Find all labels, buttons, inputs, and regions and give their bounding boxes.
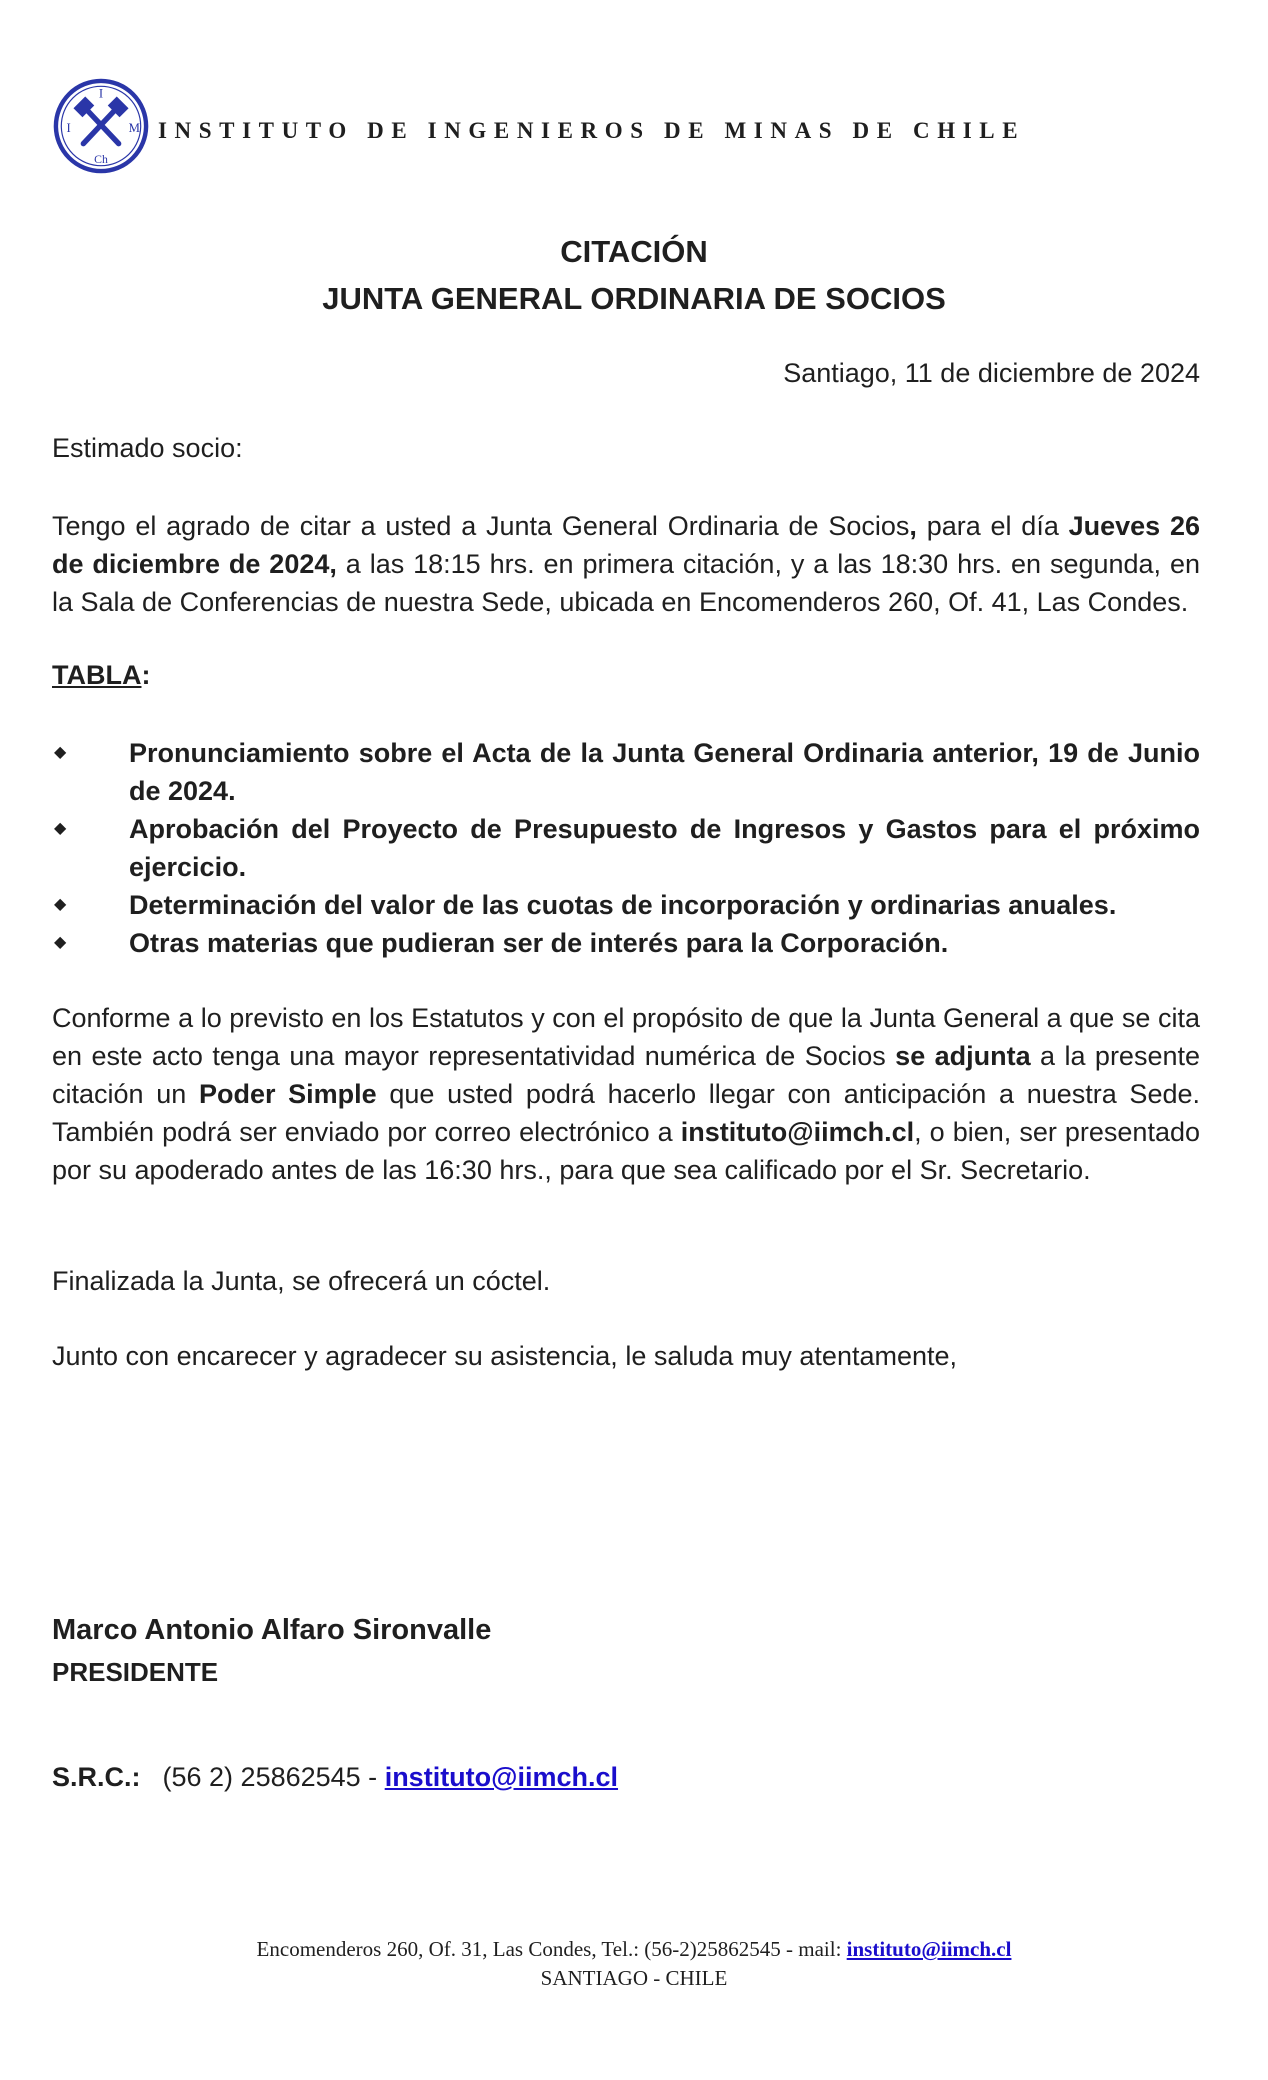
intro-text-1: Tengo el agrado de citar a usted a Junta General Ordinaria de Socios — [52, 511, 910, 541]
agenda-item-text: Aprobación del Proyecto de Presupuesto de Ingresos y Gastos para el próximo ejercicio. — [129, 814, 1200, 882]
footer-address: Encomenderos 260, Of. 31, Las Condes, Tel.: (56-2)25862545 - mail: — [256, 1937, 847, 1961]
footer-address-line — [0, 1935, 1268, 1964]
logo-letter-bottom: Ch — [94, 153, 108, 167]
meeting-date: Jueves 26 de diciembre de 2024, — [52, 511, 1201, 579]
title-line-2: JUNTA GENERAL ORDINARIA DE SOCIOS — [322, 281, 946, 316]
rsvp-phone: (56 2) 25862545 - — [162, 1762, 385, 1792]
footer-city: SANTIAGO - CHILE — [540, 1966, 728, 1990]
rsvp-label: S.R.C.: — [52, 1762, 141, 1792]
agenda-heading — [52, 660, 150, 691]
salutation: Estimado socio: — [52, 433, 243, 463]
footer — [0, 1935, 1268, 1993]
letter-date: Santiago, 11 de diciembre de 2024 — [783, 358, 1200, 388]
rsvp-line — [52, 1762, 618, 1793]
bullet-icon: ◆ — [54, 896, 67, 913]
footer-email-link[interactable]: instituto@iimch.cl — [846, 1937, 1012, 1961]
agenda-list — [52, 734, 1200, 962]
body-email: instituto@iimch.cl — [680, 1117, 915, 1147]
proxy-paragraph — [52, 999, 1200, 1189]
title-line-1: CITACIÓN — [560, 234, 708, 269]
logo-letter-left: I — [66, 120, 71, 135]
intro-text-2: para el día — [916, 511, 1069, 541]
agenda-item-text: Pronunciamiento sobre el Acta de la Junta General Ordinaria anterior, 19 de Junio de 2024. — [129, 738, 1200, 806]
agenda-heading-colon: : — [141, 660, 151, 690]
bullet-icon: ◆ — [54, 820, 67, 837]
agenda-heading-label: TABLA — [52, 660, 142, 690]
signatory-title: PRESIDENTE — [52, 1657, 219, 1687]
rsvp-email-link[interactable]: instituto@iimch.cl — [384, 1762, 619, 1792]
body-bold-2: Poder Simple — [198, 1079, 377, 1109]
intro-paragraph — [52, 507, 1200, 621]
intro-text-3: a las 18:15 hrs. en primera citación, y a las 18:30 hrs. en segunda, en la Sala de Conferencias de nuestra Sede, ubicada en Encomenderos 260, Of. 41, Las Condes. — [52, 549, 1201, 617]
logo-letter-top: I — [98, 86, 104, 101]
agenda-item-text: Otras materias que pudieran ser de interés para la Corporación. — [129, 928, 949, 958]
letterhead — [52, 76, 1025, 176]
body-text-3: que usted podrá hacerlo llegar con anticipación a nuestra Sede. También podrá ser enviado por correo electrónico a — [52, 1079, 1200, 1147]
agenda-item-text: Determinación del valor de las cuotas de incorporación y ordinarias anuales. — [129, 890, 1117, 920]
body-text-4: , o bien, ser presentado por su apoderado antes de las 16:30 hrs., para que sea calificado por el Sr. Secretario. — [52, 1117, 1200, 1185]
body-text-1: Conforme a lo previsto en los Estatutos y con el propósito de que la Junta General a que se cita en este acto tenga una mayor representatividad numérica de Socios — [52, 1003, 1200, 1071]
closing-paragraph-1: Finalizada la Junta, se ofrecerá un cóctel. — [52, 1266, 551, 1296]
agenda-item — [52, 810, 1200, 886]
signatory-name: Marco Antonio Alfaro Sironvalle — [52, 1614, 492, 1646]
closing-paragraph-2: Junto con encarecer y agradecer su asistencia, le saluda muy atentamente, — [52, 1341, 958, 1371]
intro-comma: , — [909, 511, 917, 541]
institute-logo — [52, 77, 150, 175]
bullet-icon: ◆ — [54, 934, 67, 951]
institute-name: INSTITUTO DE INGENIEROS DE MINAS DE CHILE — [158, 118, 1026, 143]
agenda-item — [52, 734, 1200, 810]
agenda-item — [52, 886, 1200, 924]
body-text-2: a la presente citación un — [52, 1041, 1201, 1109]
logo-letter-right: M — [128, 120, 140, 135]
document-title — [0, 228, 1268, 322]
agenda-item — [52, 924, 1200, 962]
bullet-icon: ◆ — [54, 744, 67, 761]
body-bold-1: se adjunta — [895, 1041, 1031, 1071]
